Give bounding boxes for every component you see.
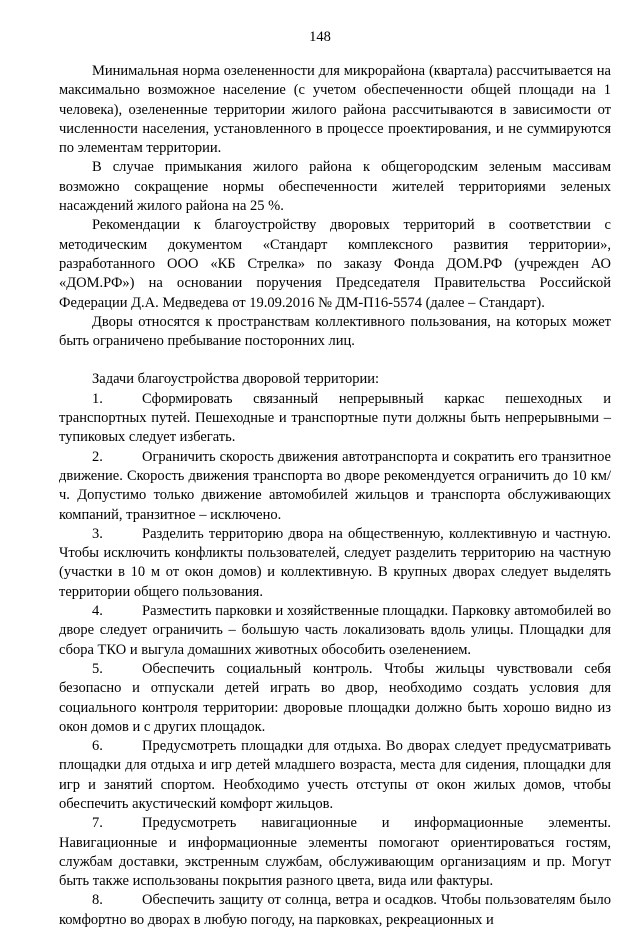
task-text: Обеспечить социальный контроль. Чтобы жильцы чувствовали себя безопасно и отпускали детей играть во двор, необходимо создать условия для социального контроля территории: дворовые площадки должно быть хорошо видно из окон домов и с других площадок.: [59, 660, 611, 735]
tasks-heading: Задачи благоустройства дворовой территории:: [92, 371, 380, 388]
task-text: Ограничить скорость движения автотранспорта и сократить его транзитное движение. Скорость движения транспорта во дворе рекомендуется ограничить до 10 км/ч. Допустимо только движение автомобилей жильцов и транспорта обслуживающих компаний, транзитное – исключено.: [59, 448, 611, 523]
document-body: [59, 62, 611, 930]
task-item-5: [59, 660, 611, 737]
task-item-1: [59, 390, 611, 448]
task-number: 2.: [92, 448, 103, 465]
blank-line: [59, 351, 611, 370]
task-number: 1.: [92, 390, 103, 407]
task-item-2: [59, 448, 611, 525]
task-item-3: [59, 525, 611, 602]
task-text: Разместить парковки и хозяйственные площадки. Парковку автомобилей во дворе следует ограничить – большую часть локализовать вдоль улицы. Площадки для сбора ТКО и выгула домашних животных обособить озеленением.: [59, 603, 611, 658]
paragraph-courtyards: Дворы относятся к пространствам коллективного пользования, на которых может быть ограничено пребывание посторонних лиц.: [59, 313, 611, 350]
task-number: 6.: [92, 738, 103, 755]
page-number: 148: [309, 29, 331, 45]
paragraph-green-reduction: В случае примыкания жилого района к общегородским зеленым массивам возможно сокращение нормы обеспеченности жителей территориями зеленых насаждений жилого района на 25 %.: [59, 159, 611, 215]
paragraph-green-norm: Минимальная норма озелененности для микрорайона (квартала) рассчитывается на максимально возможное население (с учетом обеспеченности общей площади на 1 человека), озелененные территории жилого района рассчитываются в зависимости от численности населения, установленного в процессе проектирования, и не суммируются по элементам территории.: [59, 63, 611, 157]
task-number: 7.: [92, 815, 103, 832]
task-number: 4.: [92, 603, 103, 620]
task-item-4: [59, 602, 611, 660]
task-item-7: [59, 814, 611, 891]
task-item-6: [59, 737, 611, 814]
task-text: Разделить территорию двора на общественную, коллективную и частную. Чтобы исключить конфликты пользователей, следует разделить территорию на частную (участки в 10 м от окон домов) и коллективную. В крупных дворах следует выделять территории общего пользования.: [59, 525, 611, 600]
task-text: Предусмотреть навигационные и информационные элементы. Навигационные и информационные элементы помогают ориентироваться гостям, службам доставки, экстренным службам, обслуживающим организациям и пр. Могут быть также использованы покрытия разного цвета, вида или фактуры.: [59, 815, 611, 890]
task-text: Сформировать связанный непрерывный каркас пешеходных и транспортных путей. Пешеходные и транспортные пути должны быть непрерывными – тупиковых следует избегать.: [59, 390, 611, 446]
task-number: 3.: [92, 525, 103, 542]
paragraph-standard-reference: Рекомендации к благоустройству дворовых территорий в соответствии с методическим документом «Стандарт комплексного развития территории», разработанного ООО «КБ Стрелка» по заказу Фонда ДОМ.РФ (учрежден АО «ДОМ.РФ») на основании поручения Председателя Правительства Российской Федерации Д.А. Медведева от 19.09.2016 № ДМ-П16-5574 (далее – Стандарт).: [59, 217, 611, 311]
task-text: Предусмотреть площадки для отдыха. Во дворах следует предусматривать площадки для отдыха и игр детей младшего возраста, места для сидения, площадки для игр и занятий спортом. Необходимо учесть отступы от окон жилых домов, чтобы обеспечить акустический комфорт жильцов.: [59, 738, 611, 812]
task-number: 5.: [92, 660, 103, 677]
task-number: 8.: [92, 892, 103, 909]
task-text: Обеспечить защиту от солнца, ветра и осадков. Чтобы пользователям было комфортно во дворах в любую погоду, на парковках, рекреационных и: [59, 892, 611, 928]
task-item-8: [59, 891, 611, 930]
